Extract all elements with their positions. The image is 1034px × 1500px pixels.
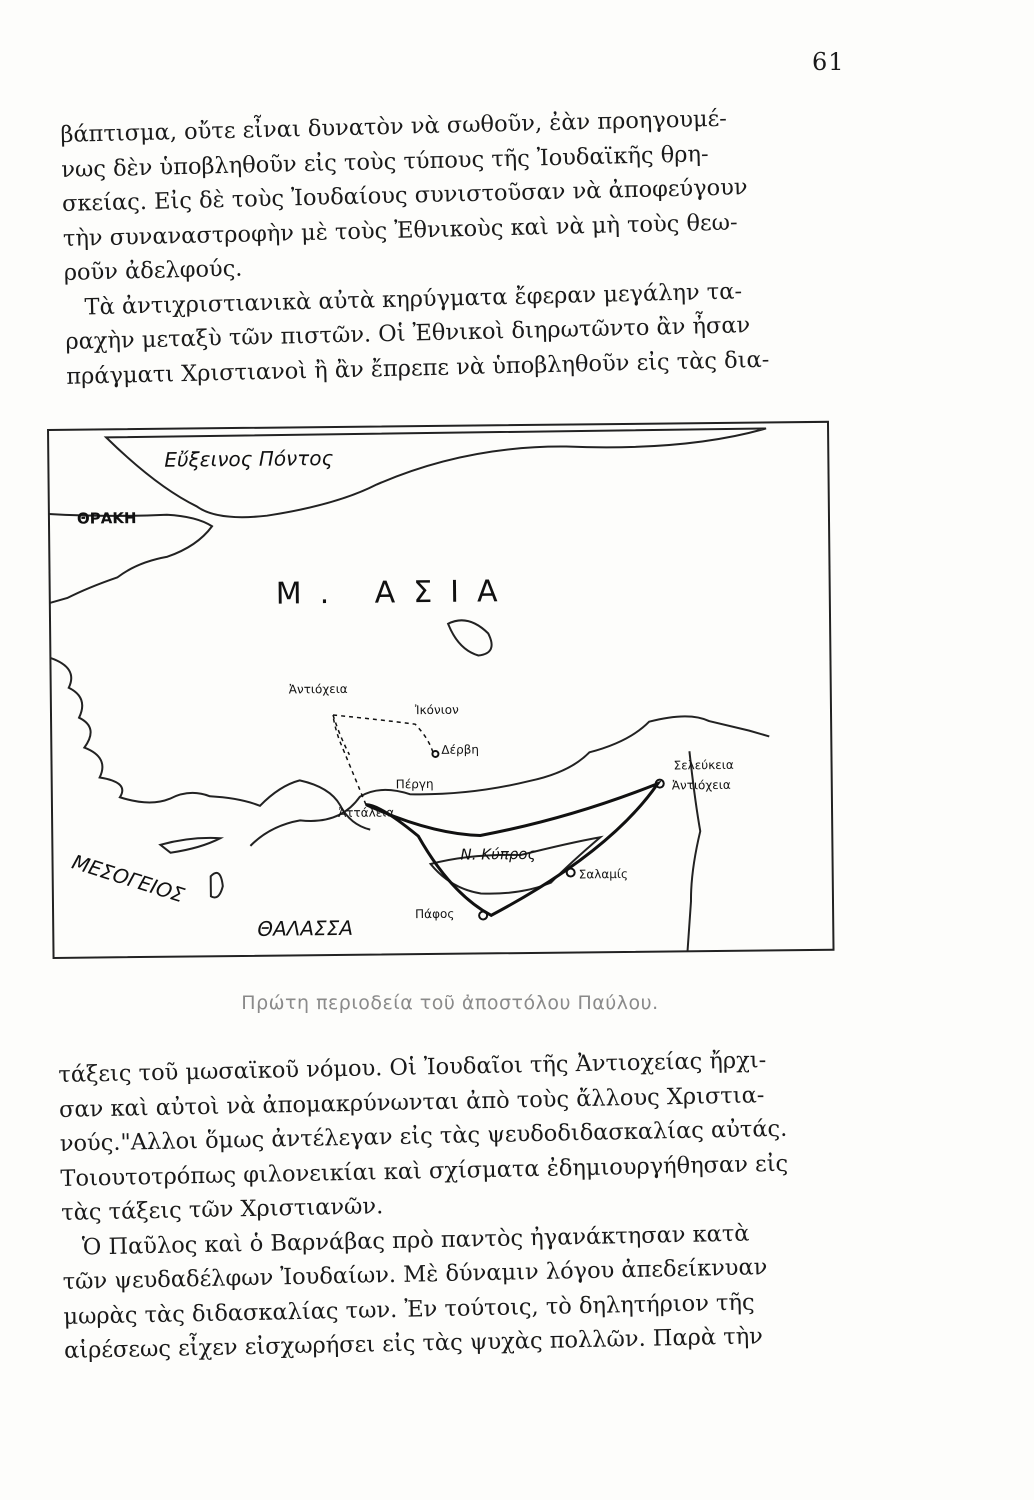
figure-caption: Πρώτη περιοδεία τοῦ ἀποστόλου Παύλου. xyxy=(241,992,659,1014)
text-line: σαν καὶ αὐτοὶ νὰ ἀπομακρύνωνται ἀπὸ τοὺς ἄλλους Χριστια- xyxy=(58,1081,765,1123)
label-antiocheia-syria: Ἀντιόχεια xyxy=(671,777,731,793)
crete-island xyxy=(160,838,220,853)
label-attaleia: Ἀττάλεια xyxy=(337,805,395,820)
rhodes-island xyxy=(211,873,223,898)
paragraph-bottom xyxy=(58,1041,884,1369)
label-derbi: Δέρβη xyxy=(441,742,480,757)
inland-route-dashed xyxy=(333,714,434,805)
text-line: νως δὲν ὑποβληθοῦν εἰς τοὺς τύπους τῆς Ἰουδαϊκῆς θρη- xyxy=(60,140,709,183)
label-pafos: Πάφος xyxy=(415,906,455,922)
text-line: τὰς τάξεις τῶν Χριστιανῶν. xyxy=(60,1193,384,1226)
derbi-dot xyxy=(432,751,438,757)
label-thalassa: ΘΑΛΑΣΣΑ xyxy=(257,915,354,941)
label-mesogeios: ΜΕΣΟΓΕΙΟΣ xyxy=(69,849,188,908)
map-illustration xyxy=(46,420,836,960)
text-line: τῶν ψευδαδέλφων Ἰουδαίων. Μὲ δύναμιν λόγου ἀπεδείκνυαν xyxy=(62,1254,768,1295)
label-m-asia: Μ. ΑΣΙΑ xyxy=(275,574,516,612)
text-line: τάξεις τοῦ μωσαϊκοῦ νόμου. Οἱ Ἰουδαῖοι τῆς Ἀντιοχείας ἤρχι- xyxy=(58,1047,767,1088)
label-thraki: ΘΡΑΚΗ xyxy=(76,509,137,528)
text-line: σκείας. Εἰς δὲ τοὺς Ἰουδαίους συνιστοῦσαν νὰ ἀποφεύγουν xyxy=(61,174,748,217)
black-sea-shape xyxy=(106,428,767,518)
label-euxeinos: Εὔξεινος Πόντος xyxy=(164,445,334,472)
text-line: βάπτισμα, οὔτε εἶναι δυνατὸν νὰ σωθοῦν, ἐὰν προηγουμέ- xyxy=(60,105,728,148)
text-line: ροῦν ἀδελφούς. xyxy=(63,255,243,286)
text-line: Τοιουτοτρόπως φιλονεικίαι καὶ σχίσματα ἐδημιουργήθησαν εἰς xyxy=(60,1150,789,1192)
page-number: 61 xyxy=(812,48,845,76)
text-line: Ὁ Παῦλος καὶ ὁ Βαρνάβας πρὸ παντὸς ἠγανάκτησαν κατὰ xyxy=(81,1220,750,1261)
label-ikonion: Ἰκόνιον xyxy=(414,702,459,718)
text-line: νούς."Αλλοι ὅμως ἀντέλεγαν εἰς τὰς ψευδοδιδασκαλίας αὐτάς. xyxy=(59,1115,788,1157)
label-salamis: Σαλαμίς xyxy=(578,866,629,882)
label-kypros: Ν. Κύπρος xyxy=(460,844,537,864)
map-figure xyxy=(46,420,836,960)
pafos-dot xyxy=(479,911,487,919)
text-line: τὴν συναναστροφὴν μὲ τοὺς Ἐθνικοὺς καὶ νὰ μὴ τοὺς θεω- xyxy=(62,208,738,252)
salamis-dot xyxy=(567,868,575,876)
text-line: αἱρέσεως εἶχεν εἰσχωρήσει εἰς τὰς ψυχὰς πολλῶν. Παρὰ τὴν xyxy=(63,1323,764,1364)
text-line: ραχὴν μεταξὺ τῶν πιστῶν. Οἱ Ἐθνικοὶ διηρωτῶντο ἂν ἦσαν xyxy=(65,312,751,355)
paragraph-top xyxy=(60,99,857,394)
label-perge: Πέργη xyxy=(395,776,434,792)
label-antiocheia-pisidia: Ἀντιόχεια xyxy=(288,681,348,697)
text-line: πράγματι Χριστιανοὶ ἢ ἂν ἔπρεπε νὰ ὑποβληθοῦν εἰς τὰς δια- xyxy=(65,346,770,390)
lake-shape xyxy=(448,620,492,656)
text-line: μωρὰς τὰς διδασκαλίας των. Ἐν τούτοις, τὸ δηλητήριον τῆς xyxy=(63,1288,755,1330)
text-line: Τὰ ἀντιχριστιανικὰ αὐτὰ κηρύγματα ἔφεραν μεγάλην τα- xyxy=(84,277,743,320)
label-seleukeia: Σελεύκεια xyxy=(673,757,734,773)
